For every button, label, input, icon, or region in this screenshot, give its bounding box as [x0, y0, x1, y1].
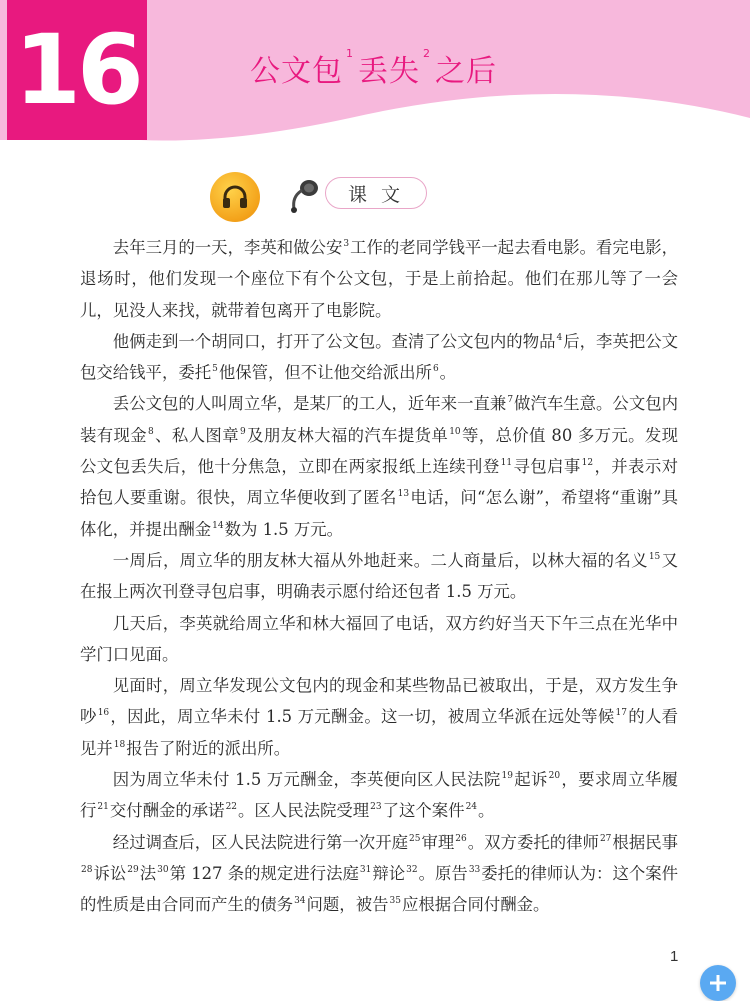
footnote-marker: 34 [294, 896, 306, 907]
audio-play-button[interactable] [210, 172, 260, 222]
footnote-marker: 18 [113, 739, 126, 750]
paragraph-text: 。双方委托的律师 [467, 832, 599, 852]
lesson-number-box [7, 0, 147, 140]
paragraph-text: 工作的老同学钱平一起去看电影。看完电影，退场时，他们发现一个座位下有个公文包，于是上前拾起。他们在那儿等了一会儿，见没人来找，就带着包离开了电影院。 [80, 238, 678, 320]
footnote-marker: 8 [148, 426, 154, 437]
body-paragraph [80, 764, 678, 827]
paragraph-text: 应根据合同付酬金。 [401, 895, 550, 915]
footnote-marker: 30 [157, 864, 169, 875]
paragraph-text: 问题，被告 [306, 895, 389, 915]
footnote-marker: 32 [406, 864, 418, 875]
paragraph-text: 交付酬金的承诺 [109, 801, 225, 821]
footnote-marker: 2 [423, 47, 431, 60]
paragraph-text: 起诉 [513, 770, 548, 790]
paragraph-text: 经过调查后，区人民法院进行第一次开庭 [112, 832, 409, 852]
paragraph-text: 及朋友林大福的汽车提货单 [246, 425, 449, 445]
body-paragraph [80, 545, 678, 608]
body-paragraph [80, 232, 678, 326]
paragraph-text: 一周后，周立华的朋友林大福从外地赶来。二人商量后，以林大福的名义 [112, 550, 648, 570]
lesson-body-text [80, 232, 678, 921]
paragraph-text: 了这个案件 [382, 801, 465, 821]
footnote-marker: 1 [346, 47, 354, 60]
lesson-header [0, 0, 750, 150]
paragraph-text: 几天后，李英就给周立华和林大福回了电话，双方约好当天下午三点在光华中学门口见面。 [80, 613, 678, 664]
title-text: 公文包 [250, 54, 343, 89]
footnote-marker: 12 [581, 458, 594, 469]
footnote-marker: 19 [501, 771, 513, 782]
footnote-marker: 35 [389, 896, 401, 907]
footnote-marker: 6 [432, 364, 439, 375]
paragraph-text: 。 [439, 363, 457, 383]
paragraph-text: 审理 [421, 832, 455, 852]
title-text: 丢失 [358, 54, 420, 89]
paragraph-text: 他保管，但不让他交给派出所 [218, 363, 432, 383]
footnote-marker: 10 [449, 426, 461, 437]
paragraph-text: 的人看见并 [80, 707, 679, 758]
paragraph-text: 。 [478, 801, 495, 821]
paragraph-text: 。原告 [418, 863, 468, 883]
paragraph-text: 委托的律师认为：这个案件的性质是由合同而产生的债务 [80, 863, 679, 915]
paragraph-text: 辩论 [372, 863, 406, 883]
paragraph-text: 报告了附近的派出所。 [126, 738, 291, 758]
page-number: 1 [670, 948, 679, 965]
body-paragraph [80, 388, 678, 544]
body-paragraph [80, 827, 678, 921]
paragraph-text: 做汽车生意。公文包内装有现金 [80, 394, 679, 445]
paragraph-text: 。区人民法院受理 [238, 801, 370, 821]
paragraph-text: 、私人图章 [154, 425, 239, 445]
lesson-title [250, 46, 497, 90]
headphones-icon [220, 182, 250, 212]
body-paragraph [80, 608, 678, 671]
footnote-marker: 15 [648, 551, 661, 562]
paragraph-text: 数为 1.5 万元。 [224, 519, 344, 539]
paragraph-text: 又在报上两次刊登寻包启事，明确表示愿付给还包者 1.5 万元。 [80, 550, 679, 602]
footnote-marker: 28 [81, 864, 93, 875]
footnote-marker: 13 [397, 489, 410, 500]
headset-icon [284, 177, 324, 217]
footnote-marker: 7 [507, 395, 514, 406]
footnote-marker: 21 [97, 802, 109, 813]
footnote-marker: 5 [212, 364, 218, 375]
paragraph-text: 寻包启事 [513, 457, 581, 477]
section-label-text: 课 文 [347, 183, 405, 206]
paragraph-text: ，要求周立华履行 [80, 770, 678, 821]
footnote-marker: 33 [468, 864, 481, 875]
paragraph-text: 第 127 条的规定进行法庭 [169, 863, 359, 883]
footnote-marker: 4 [556, 332, 563, 343]
body-paragraph [80, 326, 678, 389]
footnote-marker: 26 [455, 833, 467, 844]
footnote-marker: 29 [127, 864, 139, 875]
paragraph-text: 法 [139, 863, 157, 883]
paragraph-text: 后，李英把公文包交给钱平，委托 [80, 331, 679, 383]
footnote-marker: 27 [599, 833, 612, 844]
lesson-number: 16 [14, 14, 140, 126]
paragraph-text: 等，总价值 80 多万元。发现公文包丢失后，他十分焦急，立即在两家报纸上连续刊登 [80, 425, 679, 477]
footnote-marker: 17 [615, 708, 627, 719]
paragraph-text: 诉讼 [93, 863, 127, 883]
footnote-marker: 11 [500, 458, 513, 469]
footnote-marker: 31 [359, 864, 372, 875]
body-paragraph [80, 670, 678, 764]
paragraph-text: 见面时，周立华发现公文包内的现金和某些物品已被取出，于是，双方发生争吵 [80, 676, 678, 727]
paragraph-text: 根据民事 [612, 832, 679, 852]
paragraph-text: 因为周立华未付 1.5 万元酬金，李英便向区人民法院 [112, 770, 501, 790]
footnote-marker: 16 [97, 708, 110, 719]
footnote-marker: 9 [239, 426, 246, 437]
footnote-marker: 14 [212, 520, 224, 531]
paragraph-text: ，因此，周立华未付 1.5 万元酬金。这一切，被周立华派在远处等候 [110, 707, 615, 727]
paragraph-text: 去年三月的一天，李英和做公安 [112, 238, 343, 257]
footnote-marker: 22 [225, 802, 238, 813]
plus-icon [707, 972, 729, 994]
paragraph-text: 丢公文包的人叫周立华，是某厂的工人，近年来一直兼 [112, 394, 507, 414]
paragraph-text: ，并表示对拾包人要重谢。很快，周立华便收到了匿名 [80, 457, 679, 508]
footnote-marker: 24 [465, 802, 478, 813]
footnote-marker: 20 [548, 771, 561, 782]
paragraph-text: 他俩走到一个胡同口，打开了公文包。查清了公文包内的物品 [112, 331, 556, 351]
add-button[interactable] [700, 965, 736, 1001]
footnote-marker: 3 [343, 239, 350, 249]
paragraph-text: 电话，问“怎么谢”，希望将“重谢”具体化，并提出酬金 [80, 488, 678, 539]
footnote-marker: 25 [409, 833, 421, 844]
title-text: 之后 [435, 54, 497, 89]
section-label [325, 177, 427, 209]
footnote-marker: 23 [370, 802, 382, 813]
